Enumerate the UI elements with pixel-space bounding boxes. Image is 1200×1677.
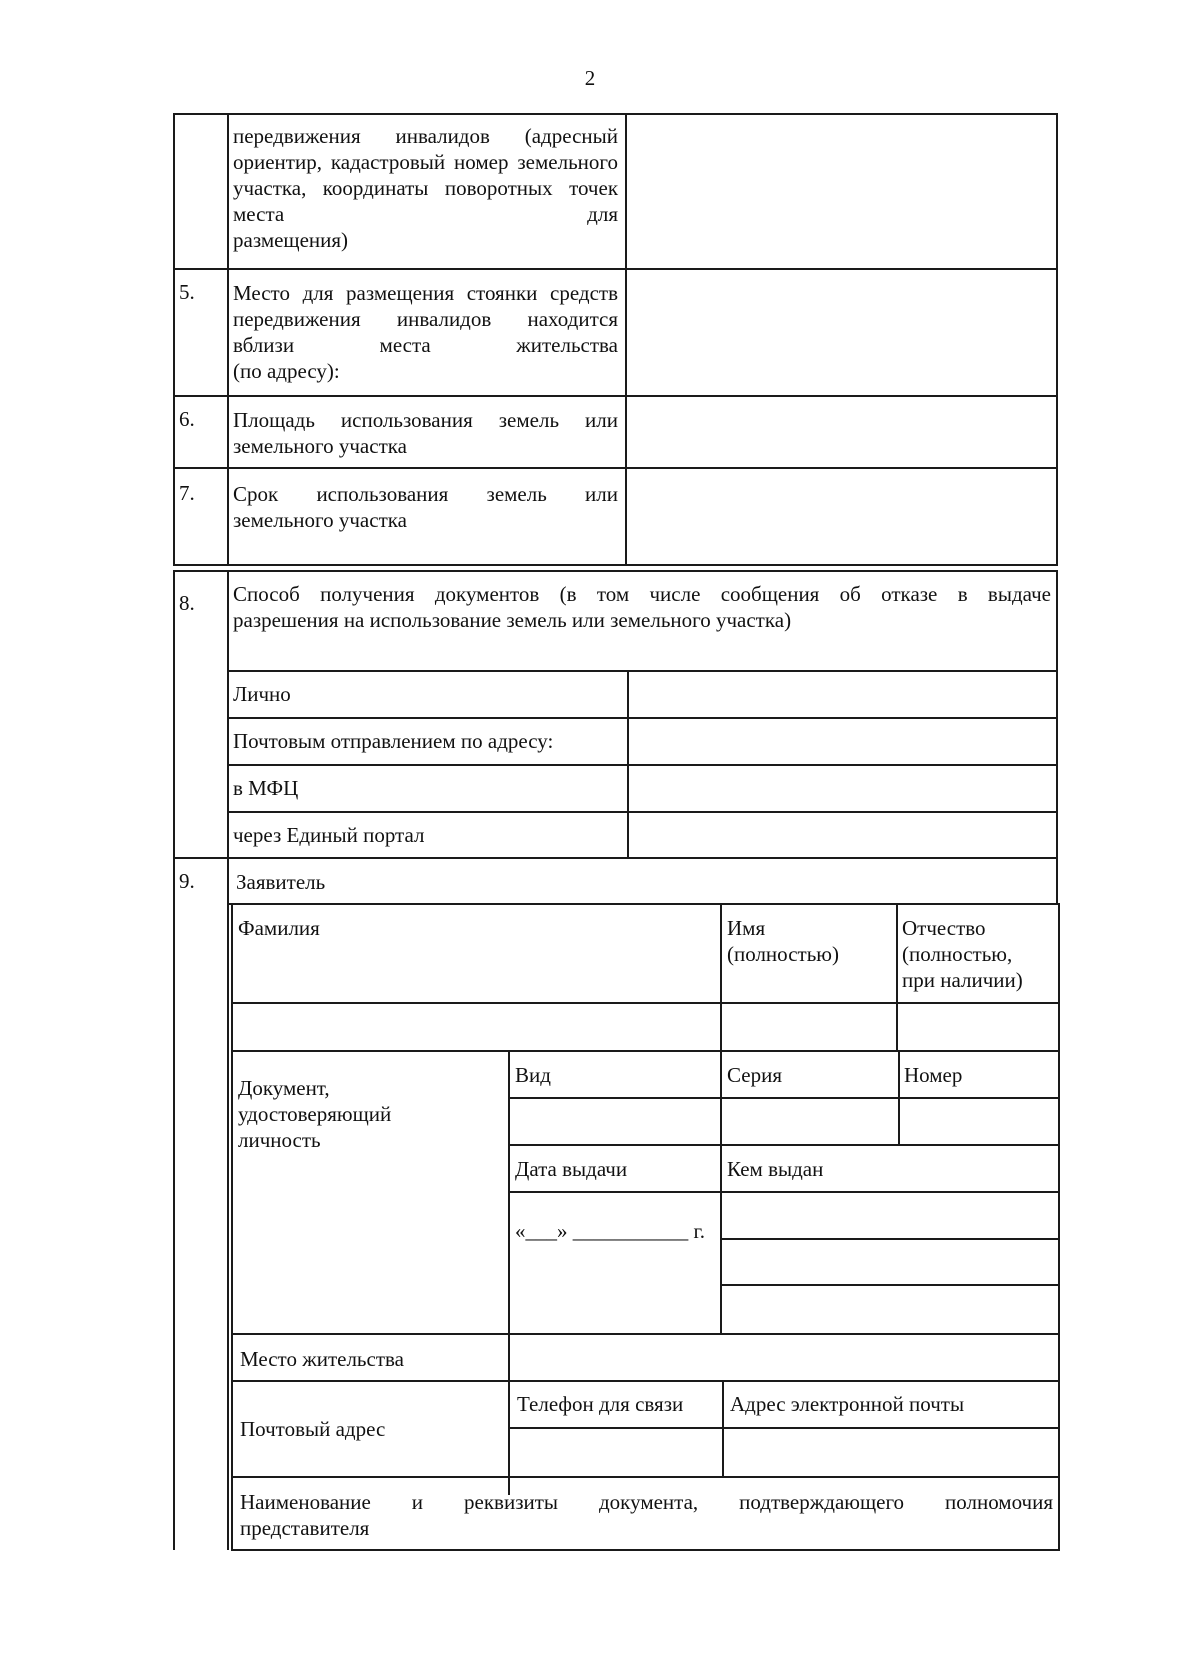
row4-label: передвижения инвалидов (адресный ориентир, кадастровый номер земельного участка, координаты поворотных точек места для размещения): [233, 124, 619, 252]
row5-value-field[interactable]: [627, 270, 1055, 394]
issue-date-field[interactable]: «___» ___________ г.: [515, 1219, 705, 1243]
doc-series-field[interactable]: [722, 1099, 897, 1143]
option-mfc-field[interactable]: [629, 766, 1055, 810]
issued-by-field-2[interactable]: [722, 1240, 1057, 1283]
phone-field[interactable]: [510, 1429, 721, 1475]
issue-date-label: Дата выдачи: [515, 1157, 628, 1181]
patronymic-field[interactable]: [898, 1004, 1057, 1049]
page-number: 2: [584, 66, 596, 90]
issued-by-field-1[interactable]: [722, 1193, 1057, 1237]
row9-number: 9.: [179, 869, 195, 893]
row6-label: Площадь использования земель или земельного участка: [233, 408, 618, 458]
option-portal-field[interactable]: [629, 813, 1055, 856]
option-by-post-label: Почтовым отправлением по адресу:: [233, 729, 554, 753]
name-field[interactable]: [722, 1004, 895, 1049]
row6-number: 6.: [179, 407, 195, 431]
option-portal-label: через Единый портал: [233, 823, 425, 847]
doc-number-label: Номер: [904, 1063, 963, 1087]
representative-doc-label: Наименование и реквизиты документа, подтверждающего полномочия представителя: [240, 1490, 1053, 1540]
doc-kind-label: Вид: [515, 1063, 551, 1087]
residence-label: Место жительства: [240, 1347, 404, 1371]
doc-number-field[interactable]: [900, 1099, 1057, 1143]
option-in-person-field[interactable]: [629, 672, 1055, 716]
email-label: Адрес электронной почты: [730, 1392, 965, 1416]
row7-value-field[interactable]: [627, 469, 1055, 563]
row5-label: Место для размещения стоянки средств передвижения инвалидов находится вблизи места жительства (по адресу):: [233, 281, 619, 383]
row7-label: Срок использования земель или земельного участка: [233, 482, 618, 532]
doc-kind-field[interactable]: [510, 1099, 719, 1143]
option-mfc-label: в МФЦ: [233, 776, 299, 800]
email-field[interactable]: [724, 1429, 1057, 1475]
row4-value-field[interactable]: [627, 114, 1055, 267]
id-document-label: Документ, удостоверяющий личность: [238, 1076, 392, 1152]
row6-value-field[interactable]: [627, 397, 1055, 466]
phone-label: Телефон для связи: [517, 1392, 684, 1416]
surname-label: Фамилия: [238, 916, 320, 940]
issued-by-field-3[interactable]: [722, 1286, 1057, 1332]
option-by-post-field[interactable]: [629, 719, 1055, 763]
row5-number: 5.: [179, 280, 195, 304]
row8-number: 8.: [179, 591, 195, 615]
option-in-person-label: Лично: [233, 682, 291, 706]
applicant-title: Заявитель: [236, 870, 326, 894]
residence-field[interactable]: [510, 1335, 1057, 1379]
name-label: Имя (полностью): [727, 916, 839, 966]
doc-series-label: Серия: [727, 1063, 782, 1087]
issued-by-label: Кем выдан: [727, 1157, 824, 1181]
surname-field[interactable]: [233, 1004, 719, 1049]
patronymic-label: Отчество (полностью, при наличии): [902, 916, 1023, 992]
row8-heading: Способ получения документов (в том числе сообщения об отказе в выдаче разрешения на использование земель или земельного участка): [233, 582, 1051, 632]
row7-number: 7.: [179, 481, 195, 505]
postal-address-label: Почтовый адрес: [240, 1417, 386, 1441]
